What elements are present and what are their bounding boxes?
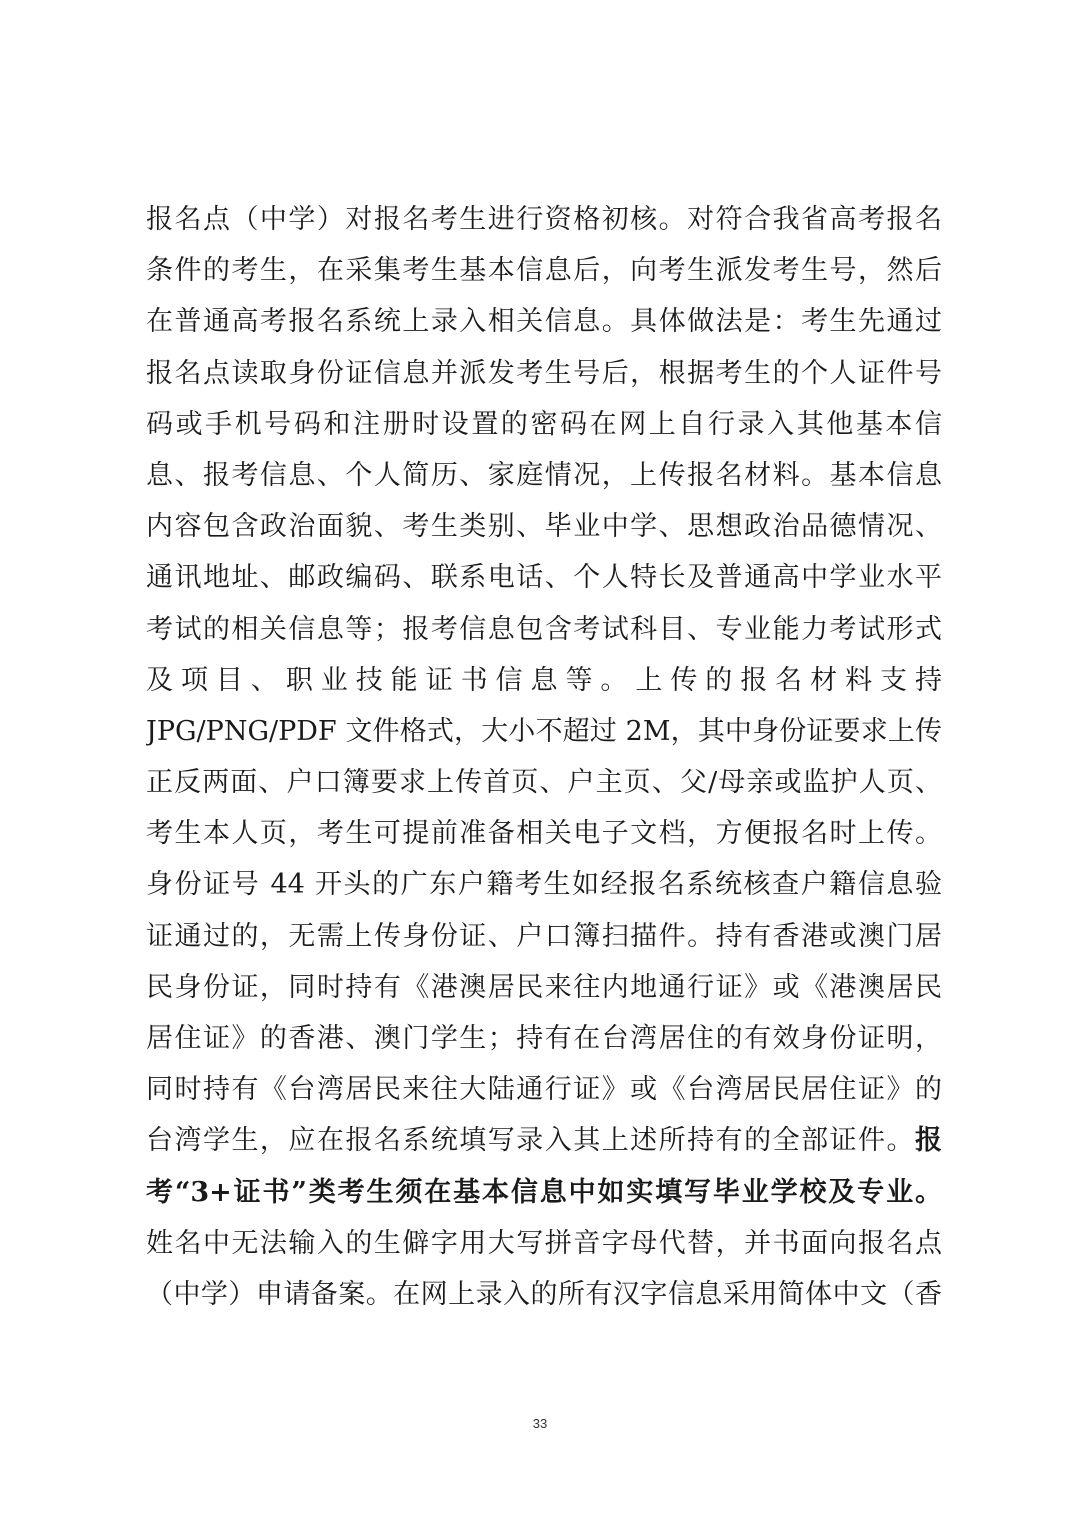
text-line: 内容包含政治面貌、考生类别、毕业中学、思想政治品德情况、: [146, 511, 942, 543]
text-line: 通讯地址、邮政编码、联系电话、个人特长及普通高中学业水平: [146, 562, 942, 594]
text-line: 报名点（中学）对报名考生进行资格初核。对符合我省高考报名: [146, 204, 942, 235]
text-line: 考生本人页，考生可提前准备相关电子文档，方便报名时上传。: [146, 818, 942, 850]
text-line: 考试的相关信息等；报考信息包含考试科目、专业能力考试形式: [146, 613, 942, 645]
text-line: 在普通高考报名系统上录入相关信息。具体做法是：考生先通过: [146, 306, 942, 338]
text-line-bold: [146, 1167, 942, 1218]
text-line: 身份证号 44 开头的广东户籍考生如经报名系统核查户籍信息验: [146, 869, 942, 901]
text-line: 姓名中无法输入的生僻字用大写拼音字母代替，并书面向报名点: [146, 1227, 942, 1259]
body-paragraph: [146, 194, 942, 1320]
text-line: 码或手机号码和注册时设置的密码在网上自行录入其他基本信: [146, 408, 942, 440]
text-line: 同时持有《台湾居民来往大陆通行证》或《台湾居民居住证》的: [146, 1074, 942, 1106]
text-line: （中学）申请备案。在网上录入的所有汉字信息采用简体中文（香: [146, 1278, 942, 1310]
text-segment: 台湾学生，应在报名系统填写录入其上述所持有的全部证件。: [146, 1125, 915, 1157]
text-line: 条件的考生，在采集考生基本信息后，向考生派发考生号，然后: [146, 255, 942, 287]
text-line: 居住证》的香港、澳门学生；持有在台湾居住的有效身份证明，: [146, 1023, 942, 1054]
text-line: 息、报考信息、个人简历、家庭情况，上传报名材料。基本信息: [146, 459, 942, 491]
page-number: 33: [532, 1416, 548, 1431]
bold-emphasis-text: 报: [915, 1125, 942, 1157]
text-line: 报名点读取身份证信息并派发考生号后，根据考生的个人证件号: [146, 357, 942, 389]
text-line: JPG/PNG/PDF 文件格式，大小不超过 2M，其中身份证要求上传: [146, 715, 942, 747]
text-line: 民身份证，同时持有《港澳居民来往内地通行证》或《港澳居民: [146, 971, 942, 1003]
bold-emphasis-text: 考“3+证书”类考生须在基本信息中如实填写毕业学校及专业。: [146, 1176, 942, 1208]
text-line: 正反两面、户口簿要求上传首页、户主页、父/母亲或监护人页、: [146, 767, 942, 799]
text-line: 证通过的，无需上传身份证、户口簿扫描件。持有香港或澳门居: [146, 920, 942, 952]
text-line: 及项目、职业技能证书信息等。上传的报名材料支持: [146, 664, 942, 696]
text-line-mixed: [146, 1115, 942, 1166]
